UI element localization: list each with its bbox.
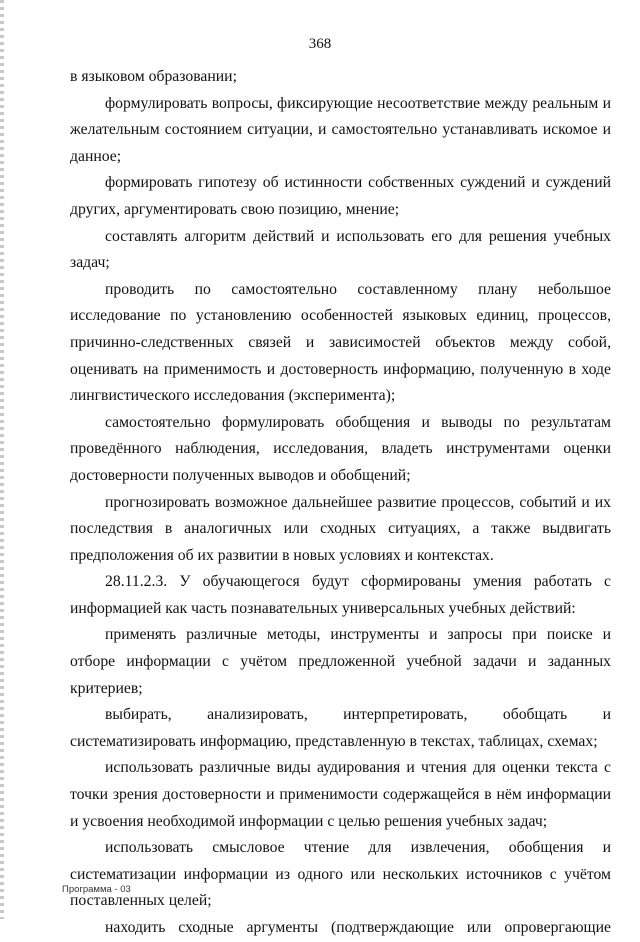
document-body <box>70 64 611 942</box>
paragraph: прогнозировать возможное дальнейшее развитие процессов, событий и их последствия в аналогичных или сходных ситуациях, а также выдвигать предположения об их развитии в новых условиях и контекстах. <box>70 493 611 564</box>
paragraph: формулировать вопросы, фиксирующие несоответствие между реальным и желательным состоянием ситуации, и самостоятельно устанавливать искомое и данное; <box>70 94 611 165</box>
paragraph-continuation: в языковом образовании; <box>70 68 237 85</box>
paragraph: использовать смысловое чтение для извлечения, обобщения и систематизации информации из одного или нескольких источников с учётом поставленных целей; <box>70 839 611 910</box>
paragraph: формировать гипотезу об истинности собственных суждений и суждений других, аргументировать свою позицию, мнение; <box>70 174 611 218</box>
paragraph: самостоятельно формулировать обобщения и выводы по результатам проведённого наблюдения, исследования, владеть инструментами оценки достоверности полученных выводов и обобщений; <box>70 413 611 484</box>
paragraph-truncated: находить сходные аргументы (подтверждающие или опровергающие <box>105 919 611 936</box>
paragraph: использовать различные виды аудирования и чтения для оценки текста с точки зрения достоверности и применимости содержащейся в нём информации и усвоения необходимой информации с целью решения учебных задач; <box>70 759 611 830</box>
paragraph: применять различные методы, инструменты и запросы при поиске и отборе информации с учётом предложенной учебной задачи и заданных критериев; <box>70 626 611 697</box>
scan-left-edge <box>0 0 4 919</box>
page-footer: Программа - 03 <box>62 884 131 895</box>
paragraph: составлять алгоритм действий и использовать его для решения учебных задач; <box>70 227 611 272</box>
paragraph: проводить по самостоятельно составленному плану небольшое исследование по установлению особенностей языковых единиц, процессов, причинно-следственных связей и зависимостей объектов между собой, оценивать на применимость и достоверность информацию, полученную в ходе лингвистического исследования (эксперимента); <box>70 280 611 405</box>
paragraph: выбирать, анализировать, интерпретировать, обобщать и систематизировать информацию, представленную в текстах, таблицах, схемах; <box>70 706 611 750</box>
section-paragraph: 28.11.2.3. У обучающегося будут сформированы умения работать с информацией как часть познавательных универсальных учебных действий: <box>70 573 611 617</box>
page-number: 368 <box>308 36 332 52</box>
